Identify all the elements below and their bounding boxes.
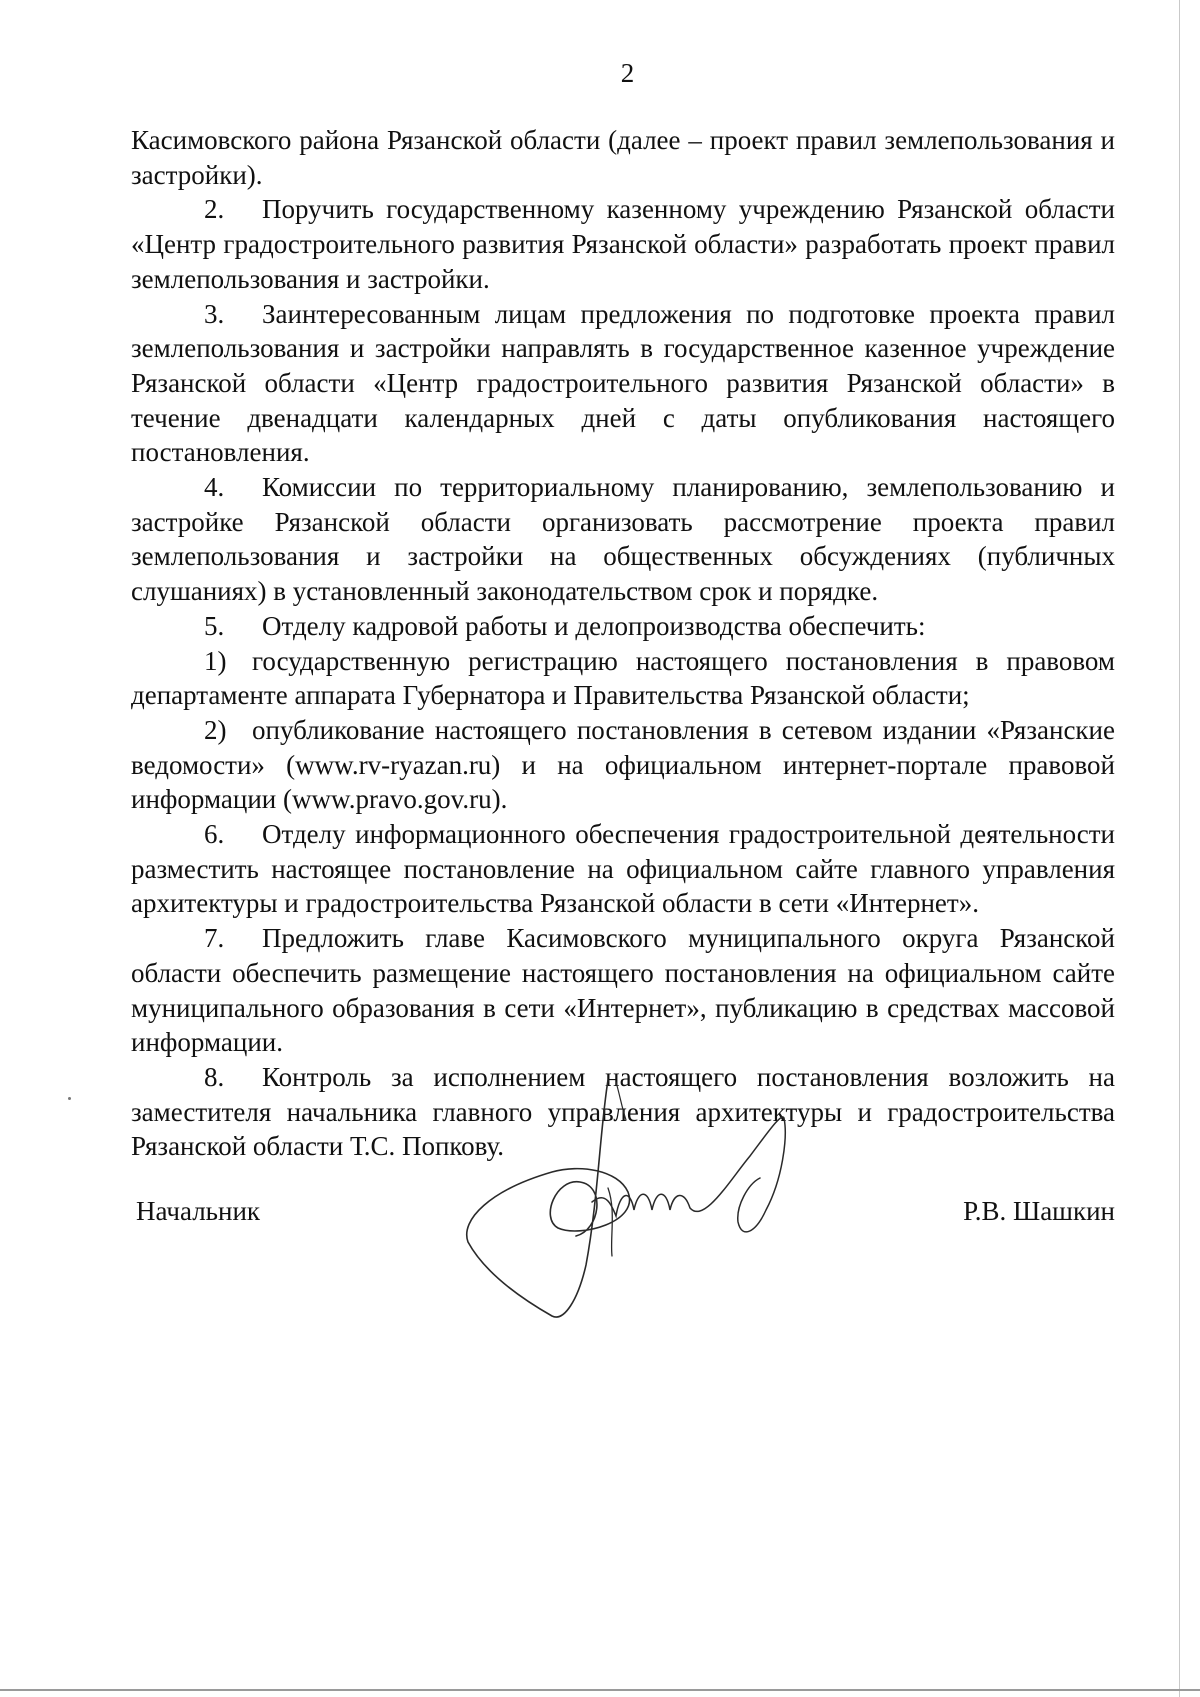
subitem-1	[131, 644, 1115, 713]
item-number: 2.	[204, 194, 225, 225]
item-text: Комиссии по территориальному планированию, землепользованию и застройке Рязанской области организовать рассмотрение проекта правил землепользования и застройки на общественных обсуждениях (публичных слушаниях) в установленный законодательством срок и порядке.	[131, 472, 1115, 607]
continuation-paragraph: Касимовского района Рязанской области (далее – проект правил землепользования и застройки).	[131, 125, 1115, 190]
scan-edge-right	[1179, 0, 1180, 1697]
item-number: 2)	[204, 714, 227, 745]
handwritten-signature	[460, 1060, 840, 1340]
item-number: 5.	[204, 610, 225, 641]
item-number: 4.	[204, 472, 225, 503]
signatory-title: Начальник	[136, 1196, 261, 1226]
item-text: государственную регистрацию настоящего постановления в правовом департаменте аппарата Губернатора и Правительства Рязанской области;	[131, 645, 1115, 711]
item-number: 3.	[204, 298, 225, 329]
item-number: 1)	[204, 645, 227, 676]
item-text: Заинтересованным лицам предложения по подготовке проекта правил землепользования и застройки направлять в государственное казенное учреждение Рязанской области «Центр градостроительного развития Рязанской области» в течение двенадцати календарных дней с даты опубликования настоящего постановления.	[131, 298, 1115, 468]
subitem-2	[131, 713, 1115, 817]
scan-edge-bottom	[0, 1689, 1200, 1691]
item-3	[131, 297, 1115, 471]
signatory-name: Р.В. Шашкин	[963, 1196, 1115, 1226]
scan-speck	[68, 1097, 71, 1100]
item-5	[131, 609, 1115, 644]
page-number: 2	[620, 58, 635, 88]
item-6	[131, 817, 1115, 921]
document-body	[131, 123, 1115, 1164]
item-text: Контроль за исполнением настоящего постановления возложить на заместителя начальника главного управления архитектуры и градостроительства Рязанской области Т.С. Попкову.	[131, 1061, 1115, 1162]
item-number: 7.	[204, 923, 225, 954]
item-text: Отделу кадровой работы и делопроизводства обеспечить:	[262, 610, 926, 641]
item-text: опубликование настоящего постановления в сетевом издании «Рязанские ведомости» (www.rv-ryazan.ru) и на официальном интернет-портале правовой информации (www.pravo.gov.ru).	[131, 714, 1115, 815]
item-4	[131, 470, 1115, 609]
item-number: 6.	[204, 819, 225, 850]
item-text: Предложить главе Касимовского муниципального округа Рязанской области обеспечить размещение настоящего постановления на официальном сайте муниципального образования в сети «Интернет», публикацию в средствах массовой информации.	[131, 923, 1115, 1058]
item-text: Отделу информационного обеспечения градостроительной деятельности разместить настоящее постановление на официальном сайте главного управления архитектуры и градостроительства Рязанской области в сети «Интернет».	[131, 819, 1115, 919]
item-text: Поручить государственному казенному учреждению Рязанской области «Центр градостроительного развития Рязанской области» разработать проект правил землепользования и застройки.	[131, 194, 1115, 294]
item-2	[131, 192, 1115, 296]
item-number: 8.	[204, 1061, 225, 1092]
item-7	[131, 921, 1115, 1060]
